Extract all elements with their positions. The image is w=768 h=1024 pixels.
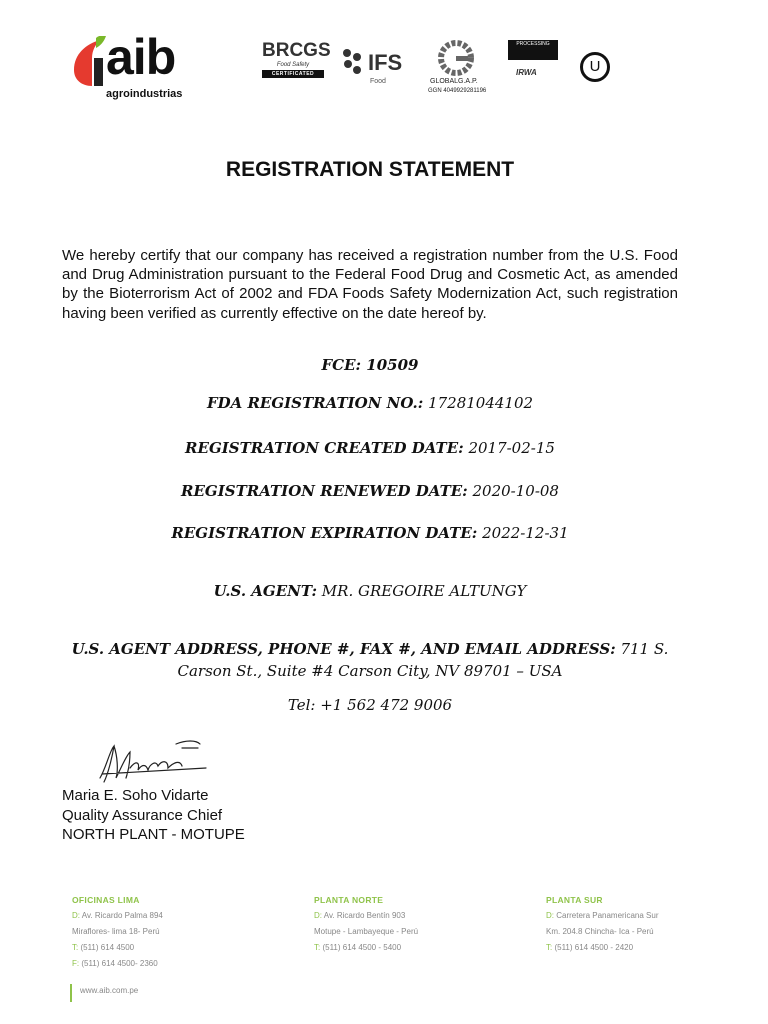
fce-line	[0, 356, 740, 374]
footer-norte-address2: Motupe - Lambayeque - Perú	[314, 927, 419, 936]
footer-sur-phone: (511) 614 4500 - 2420	[552, 943, 634, 952]
renewed-label: REGISTRATION RENEWED DATE:	[181, 482, 468, 500]
footer-sur	[546, 892, 659, 956]
globalgap-g-icon	[438, 40, 474, 76]
signature-block	[62, 786, 245, 845]
footer-lima-t-key: T:	[72, 943, 79, 952]
aib-logo	[70, 26, 210, 106]
address-label: U.S. AGENT ADDRESS, PHONE #, FAX #, AND EMAIL ADDRESS:	[71, 640, 616, 658]
us-agent-line	[0, 582, 740, 600]
footer-sur-t-key: T:	[546, 943, 553, 952]
ifs-text: IFS	[368, 50, 403, 75]
ifs-logo	[342, 40, 412, 96]
footer-sur-d-key: D:	[546, 911, 554, 920]
aib-logo-text: aib	[106, 29, 176, 85]
footer-lima-address2: Miraflores- lima 18- Perú	[72, 927, 160, 936]
expiration-value: 2022-12-31	[477, 524, 569, 542]
processing-logo	[508, 40, 558, 96]
expiration-date-line	[0, 524, 740, 542]
footer-sur-address2: Km. 204.8 Chincha- Ica - Perú	[546, 927, 654, 936]
footer-website-link[interactable]: www.aib.com.pe	[80, 986, 139, 995]
processing-label: PROCESSING	[508, 40, 558, 60]
footer-lima-heading: OFICINAS LIMA	[72, 895, 140, 905]
brcgs-certificated-bar: CERTIFICATED	[262, 70, 324, 78]
created-label: REGISTRATION CREATED DATE:	[185, 439, 464, 457]
brcgs-logo	[262, 40, 331, 96]
footer-norte-d-key: D:	[314, 911, 322, 920]
created-value: 2017-02-15	[463, 439, 555, 457]
footer-lima	[72, 892, 163, 972]
footer-accent-bar	[70, 984, 72, 1002]
tel-line	[0, 696, 740, 714]
fce-label: FCE: 10509	[321, 356, 419, 374]
footer-norte-address1: Av. Ricardo Bentín 903	[322, 911, 406, 920]
page-title: REGISTRATION STATEMENT	[225, 158, 515, 181]
signer-plant: NORTH PLANT - MOTUPE	[62, 826, 245, 843]
tel-value: Tel: +1 562 472 9006	[287, 696, 453, 714]
footer-sur-heading: PLANTA SUR	[546, 895, 603, 905]
footer-norte-heading: PLANTA NORTE	[314, 895, 384, 905]
agent-label: U.S. AGENT:	[213, 582, 318, 600]
footer-lima-d-key: D:	[72, 911, 80, 920]
address-value: 711 S. Carson St., Suite #4 Carson City, NV 89701 – USA	[177, 640, 669, 680]
footer-lima-fax: (511) 614 4500- 2360	[79, 959, 158, 968]
footer-norte	[314, 892, 418, 956]
footer-lima-f-key: F:	[72, 959, 80, 968]
ifs-dots-icon	[342, 48, 364, 76]
globalgap-text: GLOBALG.A.P.	[430, 78, 478, 85]
globalgap-logo	[426, 40, 490, 96]
footer-norte-t-key: T:	[314, 943, 321, 952]
signer-name: Maria E. Soho Vidarte	[62, 787, 209, 804]
expiration-label: REGISTRATION EXPIRATION DATE:	[171, 524, 478, 542]
brcgs-subtitle: Food Safety	[276, 62, 310, 68]
aib-leaf-icon	[70, 36, 106, 92]
globalgap-ggn: GGN 4049929281196	[428, 88, 487, 94]
footer-lima-phone: (511) 614 4500	[78, 943, 135, 952]
fda-value: 17281044102	[423, 394, 534, 412]
created-date-line	[0, 439, 740, 457]
renewed-value: 2020-10-08	[467, 482, 559, 500]
brcgs-text: BRCGS	[262, 40, 331, 61]
agent-value: MR. GREGOIRE ALTUNGY	[317, 582, 527, 600]
aib-logo-subtitle: agroindustrias	[106, 88, 183, 100]
footer-lima-address1: Av. Ricardo Palma 894	[80, 911, 163, 920]
certification-paragraph: We hereby certify that our company has received a registration number from the U.S. Food and Drug Administration pursuant to the Federal Food Drug and Cosmetic Act, as amended by the Bioterrorism Act of 2002 and FDA Foods Safety Modernization Act, such registration having been verified as currently effective on the date hereof by.	[62, 247, 678, 322]
fda-label: FDA REGISTRATION NO.:	[206, 394, 424, 412]
fda-registration-line	[0, 394, 740, 412]
kosher-u-icon: U	[580, 52, 610, 82]
agent-address-block	[62, 638, 678, 682]
footer-sur-address1: Carretera Panamericana Sur	[554, 911, 659, 920]
footer-norte-phone: (511) 614 4500 - 5400	[320, 943, 402, 952]
renewed-date-line	[0, 482, 740, 500]
signer-position: Quality Assurance Chief	[62, 806, 223, 824]
irwa-label: IRWA	[516, 68, 537, 77]
ifs-subtitle: Food	[370, 78, 386, 85]
